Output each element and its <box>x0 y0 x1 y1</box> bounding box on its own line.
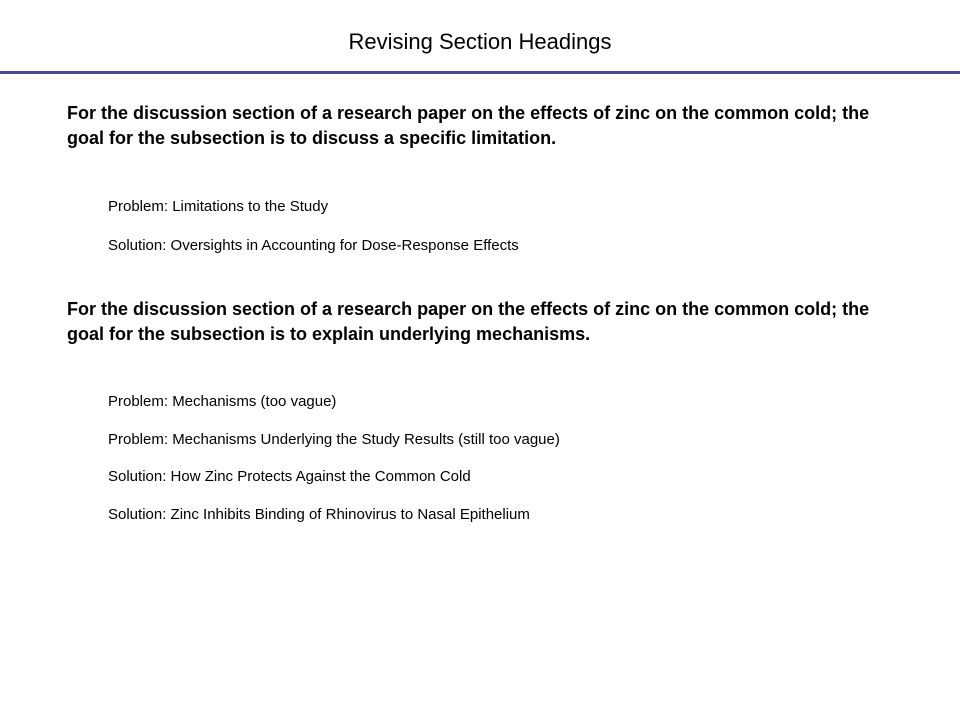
list-item: Solution: Zinc Inhibits Binding of Rhinovirus to Nasal Epithelium <box>108 506 530 523</box>
slide-title: Revising Section Headings <box>348 29 612 54</box>
list-item: Solution: Oversights in Accounting for Dose-Response Effects <box>108 237 519 254</box>
section-heading-mechanisms: For the discussion section of a research paper on the effects of zinc on the common cold; the goal for the subsection is to explain underlying mechanisms. <box>67 299 870 344</box>
list-item: Solution: How Zinc Protects Against the Common Cold <box>108 468 471 485</box>
section-heading-limitation: For the discussion section of a research paper on the effects of zinc on the common cold; the goal for the subsection is to discuss a specific limitation. <box>67 103 870 148</box>
title-divider <box>0 71 960 74</box>
list-item: Problem: Limitations to the Study <box>108 198 329 215</box>
list-item: Problem: Mechanisms Underlying the Study Results (still too vague) <box>108 431 560 448</box>
list-item: Problem: Mechanisms (too vague) <box>108 393 337 410</box>
